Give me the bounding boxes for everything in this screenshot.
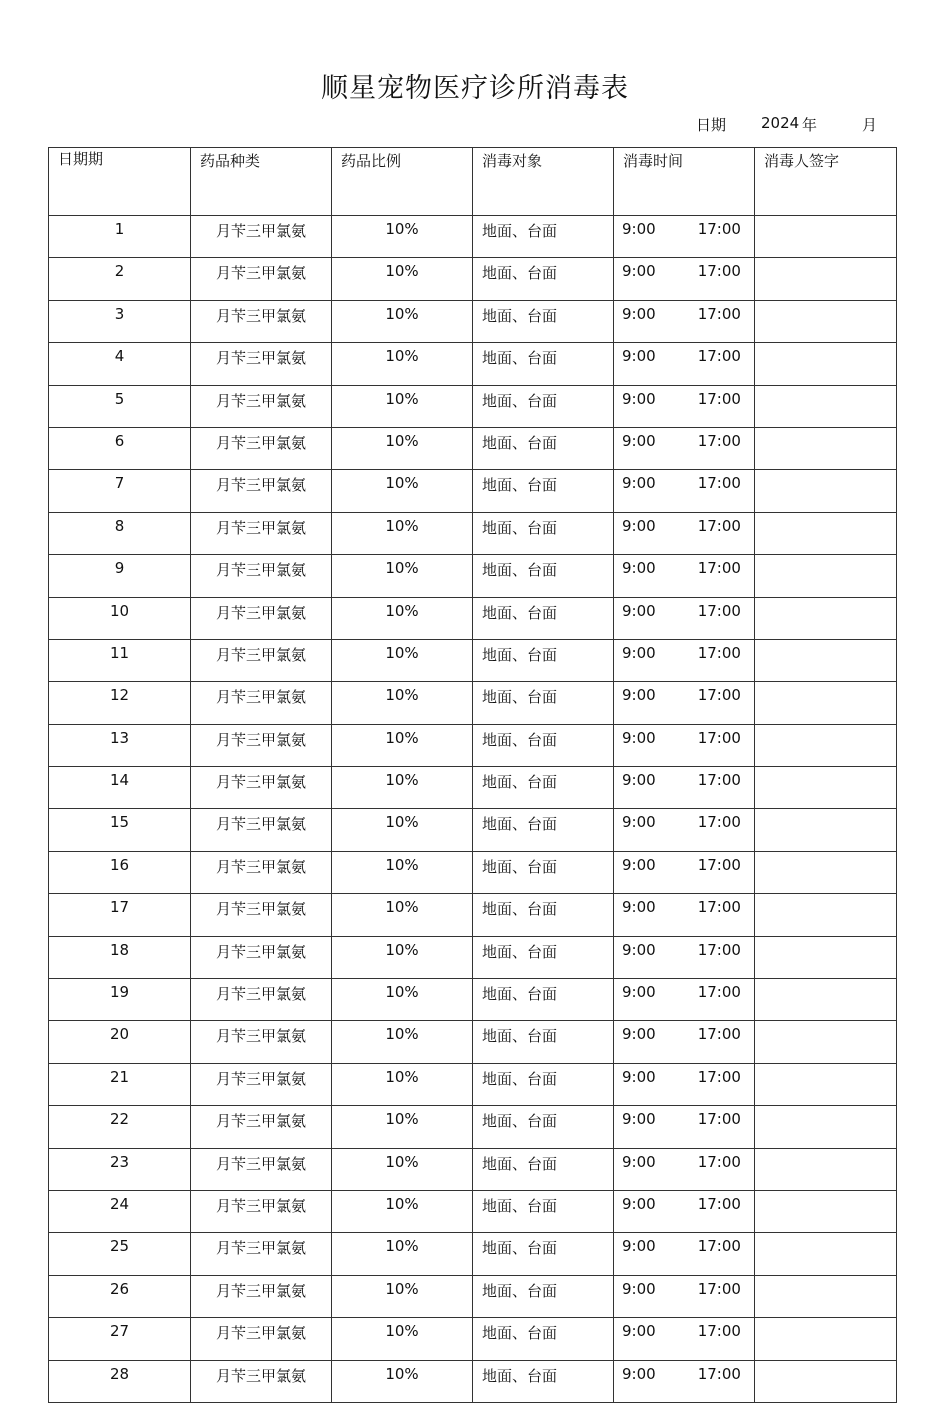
cell-time [614, 1190, 755, 1232]
cell-ratio: 10% [332, 1233, 473, 1275]
cell-ratio: 10% [332, 1021, 473, 1063]
cell-drug: 月苄三甲氯氨 [191, 639, 332, 681]
cell-time [614, 555, 755, 597]
cell-signature[interactable] [755, 894, 897, 936]
cell-drug: 月苄三甲氯氨 [191, 1318, 332, 1360]
cell-drug: 月苄三甲氯氨 [191, 1021, 332, 1063]
date-year-unit: 年 [802, 116, 818, 134]
cell-target: 地面、台面 [473, 385, 614, 427]
cell-day: 20 [49, 1021, 191, 1063]
header-target: 消毒对象 [473, 148, 614, 216]
time-afternoon: 17:00 [697, 431, 741, 450]
table-body [49, 216, 897, 1403]
cell-day: 16 [49, 851, 191, 893]
cell-day: 12 [49, 682, 191, 724]
time-morning: 9:00 [622, 1364, 656, 1383]
cell-signature[interactable] [755, 597, 897, 639]
time-morning: 9:00 [622, 1322, 656, 1341]
table-row [49, 1190, 897, 1232]
cell-ratio: 10% [332, 216, 473, 258]
cell-time [614, 1021, 755, 1063]
cell-time [614, 639, 755, 681]
cell-ratio: 10% [332, 385, 473, 427]
cell-day: 4 [49, 343, 191, 385]
cell-drug: 月苄三甲氯氨 [191, 1063, 332, 1105]
cell-signature[interactable] [755, 1360, 897, 1402]
cell-signature[interactable] [755, 427, 897, 469]
cell-target: 地面、台面 [473, 724, 614, 766]
table-row [49, 1106, 897, 1148]
cell-time [614, 1275, 755, 1317]
cell-signature[interactable] [755, 258, 897, 300]
time-morning: 9:00 [622, 1152, 656, 1171]
time-morning: 9:00 [622, 1237, 656, 1256]
table-row [49, 427, 897, 469]
cell-target: 地面、台面 [473, 1275, 614, 1317]
table-header-row [49, 148, 897, 216]
time-afternoon: 17:00 [697, 1025, 741, 1044]
cell-ratio: 10% [332, 1106, 473, 1148]
table-row [49, 1275, 897, 1317]
table-row [49, 724, 897, 766]
cell-target: 地面、台面 [473, 936, 614, 978]
cell-drug: 月苄三甲氯氨 [191, 385, 332, 427]
cell-signature[interactable] [755, 936, 897, 978]
cell-day: 21 [49, 1063, 191, 1105]
time-afternoon: 17:00 [697, 1322, 741, 1341]
cell-time [614, 385, 755, 427]
cell-target: 地面、台面 [473, 216, 614, 258]
cell-drug: 月苄三甲氯氨 [191, 809, 332, 851]
cell-time [614, 979, 755, 1021]
cell-signature[interactable] [755, 1021, 897, 1063]
cell-time [614, 512, 755, 554]
table-row [49, 1233, 897, 1275]
cell-ratio: 10% [332, 343, 473, 385]
time-morning: 9:00 [622, 601, 656, 620]
time-afternoon: 17:00 [697, 813, 741, 832]
cell-drug: 月苄三甲氯氨 [191, 597, 332, 639]
table-row [49, 639, 897, 681]
cell-target: 地面、台面 [473, 300, 614, 342]
cell-target: 地面、台面 [473, 1318, 614, 1360]
cell-signature[interactable] [755, 470, 897, 512]
cell-signature[interactable] [755, 682, 897, 724]
cell-drug: 月苄三甲氯氨 [191, 682, 332, 724]
table-row [49, 979, 897, 1021]
cell-signature[interactable] [755, 979, 897, 1021]
cell-target: 地面、台面 [473, 851, 614, 893]
cell-ratio: 10% [332, 1318, 473, 1360]
cell-signature[interactable] [755, 809, 897, 851]
cell-signature[interactable] [755, 1275, 897, 1317]
cell-drug: 月苄三甲氯氨 [191, 979, 332, 1021]
cell-day: 23 [49, 1148, 191, 1190]
time-afternoon: 17:00 [697, 686, 741, 705]
time-afternoon: 17:00 [697, 262, 741, 281]
time-afternoon: 17:00 [697, 771, 741, 790]
table-row [49, 258, 897, 300]
date-year: 2024 [761, 114, 800, 132]
cell-target: 地面、台面 [473, 470, 614, 512]
cell-target: 地面、台面 [473, 258, 614, 300]
cell-drug: 月苄三甲氯氨 [191, 343, 332, 385]
table-row [49, 555, 897, 597]
time-afternoon: 17:00 [697, 898, 741, 917]
cell-target: 地面、台面 [473, 809, 614, 851]
cell-time [614, 470, 755, 512]
cell-day: 13 [49, 724, 191, 766]
cell-signature[interactable] [755, 1233, 897, 1275]
cell-ratio: 10% [332, 682, 473, 724]
time-afternoon: 17:00 [697, 1279, 741, 1298]
cell-day: 17 [49, 894, 191, 936]
cell-ratio: 10% [332, 809, 473, 851]
time-afternoon: 17:00 [697, 643, 741, 662]
table-row [49, 1148, 897, 1190]
time-morning: 9:00 [622, 347, 656, 366]
cell-signature[interactable] [755, 1063, 897, 1105]
cell-drug: 月苄三甲氯氨 [191, 1190, 332, 1232]
cell-time [614, 682, 755, 724]
cell-day: 9 [49, 555, 191, 597]
cell-drug: 月苄三甲氯氨 [191, 258, 332, 300]
time-afternoon: 17:00 [697, 220, 741, 238]
time-afternoon: 17:00 [697, 855, 741, 874]
time-afternoon: 17:00 [697, 1364, 741, 1383]
cell-time [614, 258, 755, 300]
cell-target: 地面、台面 [473, 1233, 614, 1275]
cell-ratio: 10% [332, 936, 473, 978]
cell-target: 地面、台面 [473, 894, 614, 936]
time-morning: 9:00 [622, 516, 656, 535]
cell-day: 22 [49, 1106, 191, 1148]
cell-day: 25 [49, 1233, 191, 1275]
time-afternoon: 17:00 [697, 728, 741, 747]
cell-drug: 月苄三甲氯氨 [191, 1360, 332, 1402]
cell-day: 10 [49, 597, 191, 639]
time-morning: 9:00 [622, 771, 656, 790]
cell-time [614, 216, 755, 258]
cell-signature[interactable] [755, 216, 897, 258]
cell-time [614, 1233, 755, 1275]
cell-time [614, 1318, 755, 1360]
cell-target: 地面、台面 [473, 1190, 614, 1232]
cell-target: 地面、台面 [473, 682, 614, 724]
cell-drug: 月苄三甲氯氨 [191, 894, 332, 936]
date-label: 日期 [696, 116, 727, 134]
cell-target: 地面、台面 [473, 555, 614, 597]
time-afternoon: 17:00 [697, 1237, 741, 1256]
cell-day: 2 [49, 258, 191, 300]
cell-time [614, 894, 755, 936]
table-row [49, 470, 897, 512]
time-morning: 9:00 [622, 1025, 656, 1044]
table-row [49, 1318, 897, 1360]
cell-ratio: 10% [332, 979, 473, 1021]
cell-drug: 月苄三甲氯氨 [191, 851, 332, 893]
cell-ratio: 10% [332, 767, 473, 809]
cell-drug: 月苄三甲氯氨 [191, 300, 332, 342]
cell-day: 19 [49, 979, 191, 1021]
cell-time [614, 851, 755, 893]
cell-signature[interactable] [755, 555, 897, 597]
cell-time [614, 300, 755, 342]
cell-target: 地面、台面 [473, 1148, 614, 1190]
cell-ratio: 10% [332, 300, 473, 342]
cell-day: 6 [49, 427, 191, 469]
header-drug-type: 药品种类 [191, 148, 332, 216]
cell-drug: 月苄三甲氯氨 [191, 1275, 332, 1317]
cell-ratio: 10% [332, 724, 473, 766]
cell-day: 15 [49, 809, 191, 851]
time-afternoon: 17:00 [697, 1110, 741, 1129]
time-afternoon: 17:00 [697, 1152, 741, 1171]
table-row [49, 1360, 897, 1402]
cell-day: 11 [49, 639, 191, 681]
table-row [49, 682, 897, 724]
time-morning: 9:00 [622, 431, 656, 450]
time-morning: 9:00 [622, 389, 656, 408]
cell-target: 地面、台面 [473, 767, 614, 809]
cell-time [614, 1106, 755, 1148]
disinfection-table [48, 147, 897, 1403]
table-row [49, 343, 897, 385]
time-morning: 9:00 [622, 1067, 656, 1086]
cell-signature[interactable] [755, 343, 897, 385]
cell-time [614, 724, 755, 766]
time-afternoon: 17:00 [697, 601, 741, 620]
cell-drug: 月苄三甲氯氨 [191, 1106, 332, 1148]
time-afternoon: 17:00 [697, 1067, 741, 1086]
time-afternoon: 17:00 [697, 304, 741, 323]
cell-signature[interactable] [755, 385, 897, 427]
cell-time [614, 936, 755, 978]
cell-signature[interactable] [755, 1190, 897, 1232]
cell-day: 14 [49, 767, 191, 809]
time-morning: 9:00 [622, 643, 656, 662]
time-morning: 9:00 [622, 728, 656, 747]
table-row [49, 894, 897, 936]
time-afternoon: 17:00 [697, 516, 741, 535]
table-row [49, 1063, 897, 1105]
cell-drug: 月苄三甲氯氨 [191, 1233, 332, 1275]
cell-time [614, 1063, 755, 1105]
cell-signature[interactable] [755, 767, 897, 809]
cell-time [614, 597, 755, 639]
time-morning: 9:00 [622, 1279, 656, 1298]
time-afternoon: 17:00 [697, 940, 741, 959]
table-row [49, 216, 897, 258]
time-afternoon: 17:00 [697, 347, 741, 366]
time-morning: 9:00 [622, 940, 656, 959]
cell-drug: 月苄三甲氯氨 [191, 1148, 332, 1190]
cell-ratio: 10% [332, 470, 473, 512]
time-morning: 9:00 [622, 855, 656, 874]
cell-day: 18 [49, 936, 191, 978]
time-morning: 9:00 [622, 686, 656, 705]
cell-ratio: 10% [332, 1063, 473, 1105]
cell-day: 5 [49, 385, 191, 427]
cell-ratio: 10% [332, 1360, 473, 1402]
cell-ratio: 10% [332, 597, 473, 639]
cell-time [614, 809, 755, 851]
time-morning: 9:00 [622, 813, 656, 832]
cell-ratio: 10% [332, 851, 473, 893]
cell-day: 7 [49, 470, 191, 512]
time-afternoon: 17:00 [697, 559, 741, 578]
cell-signature[interactable] [755, 639, 897, 681]
cell-day: 8 [49, 512, 191, 554]
cell-signature[interactable] [755, 1148, 897, 1190]
cell-ratio: 10% [332, 1190, 473, 1232]
time-morning: 9:00 [622, 304, 656, 323]
cell-ratio: 10% [332, 1275, 473, 1317]
cell-ratio: 10% [332, 555, 473, 597]
cell-signature[interactable] [755, 512, 897, 554]
cell-day: 27 [49, 1318, 191, 1360]
cell-target: 地面、台面 [473, 639, 614, 681]
time-morning: 9:00 [622, 1194, 656, 1213]
time-morning: 9:00 [622, 262, 656, 281]
header-drug-ratio: 药品比例 [332, 148, 473, 216]
cell-ratio: 10% [332, 1148, 473, 1190]
cell-time [614, 1360, 755, 1402]
cell-drug: 月苄三甲氯氨 [191, 427, 332, 469]
header-time: 消毒时间 [614, 148, 755, 216]
table-row [49, 936, 897, 978]
table-row [49, 385, 897, 427]
cell-target: 地面、台面 [473, 1360, 614, 1402]
page-title: 顺星宠物医疗诊所消毒表 [321, 73, 629, 104]
time-afternoon: 17:00 [697, 1194, 741, 1213]
cell-day: 1 [49, 216, 191, 258]
time-morning: 9:00 [622, 1110, 656, 1129]
table-row [49, 1021, 897, 1063]
cell-target: 地面、台面 [473, 343, 614, 385]
date-month-unit: 月 [862, 116, 878, 134]
header-date: 日期期 [49, 148, 191, 216]
cell-drug: 月苄三甲氯氨 [191, 512, 332, 554]
time-morning: 9:00 [622, 220, 656, 238]
cell-day: 26 [49, 1275, 191, 1317]
cell-signature[interactable] [755, 851, 897, 893]
cell-drug: 月苄三甲氯氨 [191, 767, 332, 809]
cell-drug: 月苄三甲氯氨 [191, 470, 332, 512]
cell-signature[interactable] [755, 1106, 897, 1148]
cell-ratio: 10% [332, 512, 473, 554]
cell-target: 地面、台面 [473, 597, 614, 639]
cell-target: 地面、台面 [473, 1063, 614, 1105]
table-row [49, 851, 897, 893]
cell-target: 地面、台面 [473, 1106, 614, 1148]
time-morning: 9:00 [622, 983, 656, 1002]
time-afternoon: 17:00 [697, 474, 741, 493]
cell-target: 地面、台面 [473, 1021, 614, 1063]
header-signature: 消毒人签字 [755, 148, 897, 216]
cell-time [614, 427, 755, 469]
cell-drug: 月苄三甲氯氨 [191, 936, 332, 978]
cell-target: 地面、台面 [473, 979, 614, 1021]
cell-day: 24 [49, 1190, 191, 1232]
cell-ratio: 10% [332, 894, 473, 936]
cell-signature[interactable] [755, 1318, 897, 1360]
table-row [49, 512, 897, 554]
cell-time [614, 1148, 755, 1190]
cell-drug: 月苄三甲氯氨 [191, 724, 332, 766]
time-morning: 9:00 [622, 898, 656, 917]
cell-day: 3 [49, 300, 191, 342]
time-afternoon: 17:00 [697, 983, 741, 1002]
cell-ratio: 10% [332, 427, 473, 469]
cell-target: 地面、台面 [473, 512, 614, 554]
cell-target: 地面、台面 [473, 427, 614, 469]
time-morning: 9:00 [622, 559, 656, 578]
table-row [49, 597, 897, 639]
cell-time [614, 343, 755, 385]
cell-ratio: 10% [332, 639, 473, 681]
time-afternoon: 17:00 [697, 389, 741, 408]
cell-drug: 月苄三甲氯氨 [191, 555, 332, 597]
table-row [49, 809, 897, 851]
table-row [49, 300, 897, 342]
cell-signature[interactable] [755, 724, 897, 766]
cell-drug: 月苄三甲氯氨 [191, 216, 332, 258]
cell-day: 28 [49, 1360, 191, 1402]
cell-signature[interactable] [755, 300, 897, 342]
cell-time [614, 767, 755, 809]
cell-ratio: 10% [332, 258, 473, 300]
time-morning: 9:00 [622, 474, 656, 493]
table-row [49, 767, 897, 809]
